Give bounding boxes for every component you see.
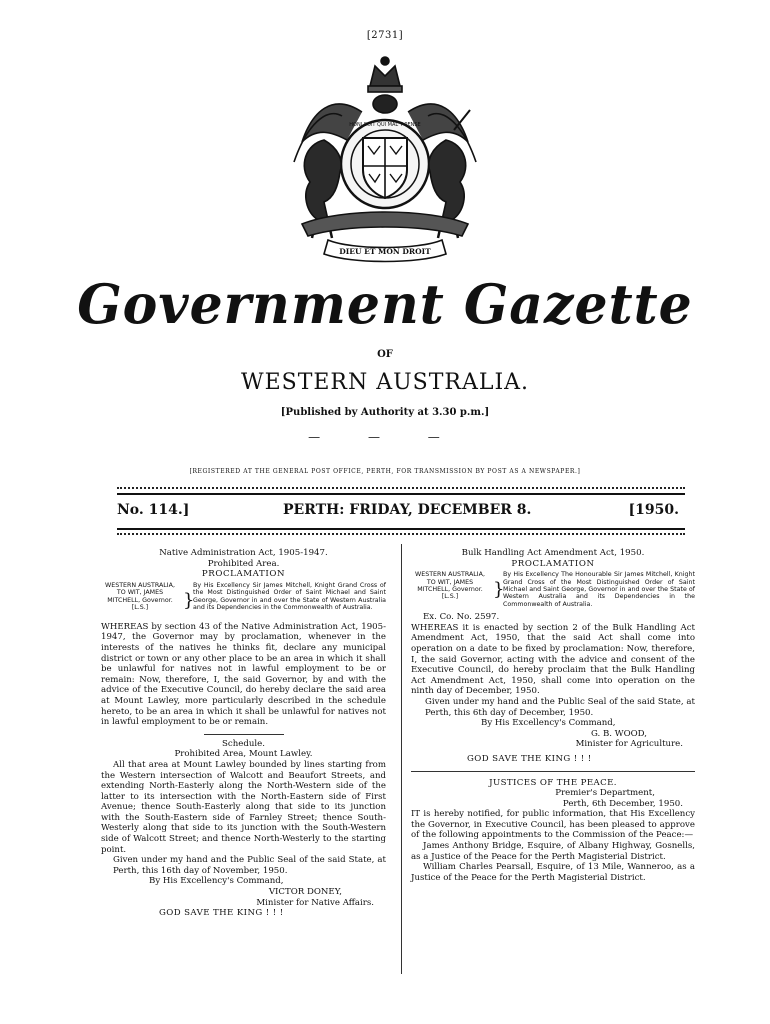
justices-heading: JUSTICES OF THE PEACE. [489,777,617,788]
native-act-subtitle: Prohibited Area. [207,558,280,569]
bulk-proclamation-heading: PROCLAMATION [511,558,595,569]
premiers-department: Premier's Department, [555,788,655,799]
ex-co-number: Ex. Co. No. 2597. [423,612,500,623]
native-short-rule [204,734,284,735]
native-signatory-title: Minister for Native Affairs. [256,897,374,908]
native-signatory: VICTOR DONEY, [268,887,342,898]
schedule-subheading: Prohibited Area, Mount Lawley. [174,749,313,760]
bulk-proclamation-governor: By His Excellency The Honourable Sir James Mitchell, Knight Grand Cross of the Most Distinguished Order of Saint Michael and Saint George, Governor in and over the State of Western Australia and its Dependencies in the Commonwealth of Australia. [503,571,695,608]
royal-coat-of-arms-emblem [272,52,498,264]
bulk-proclamation-authority: WESTERN AUSTRALIA, TO WIT, JAMES MITCHELL, Governor. [L.S.] [415,571,485,601]
gazette-title: Government Gazette [77,272,693,337]
registration-note: [REGISTERED AT THE GENERAL POST OFFICE, PERTH, FOR TRANSMISSION BY POST AS A NEWSPAPER.] [189,468,581,475]
issue-number: No. 114.] [117,502,190,518]
bulk-whereas-paragraph: WHEREAS it is enacted by section 2 of the Bulk Handling Act Amendment Act, 1950, that the said Act shall come into operation on a date to be fixed by proclamation: Now, therefore, I, the said Governor, acting with the advice and consent of the Executive Council, do hereby proclaim that the Bulk Handling Act Amendment Act, 1950, shall come into operation on the ninth day of December, 1950. [411,622,695,697]
bulk-signatory: G. B. WOOD, [590,728,647,739]
top-dotted-rule [117,487,685,489]
column-divider [401,544,402,974]
published-note: [Published by Authority at 3.30 p.m.] [280,407,490,418]
native-whereas-paragraph: WHEREAS by section 43 of the Native Administration Act, 1905-1947, the Governor may by proclamation, whenever in the interests of the natives he thinks fit, declare any municipal district or town or any other place to be an area in which it shall be unlawful for natives not in lawful employment to be or remain: Now, therefore, I, the said Governor, by and with the advice of the Executive Council, do hereby declare the said area at Mount Lawley, more particularly described in the schedule hereto, to be an area in which it shall be unlawful for natives not in lawful employment to be or remain. [101,621,386,728]
native-given-paragraph: Given under my hand and the Public Seal of the said State, at Perth, this 16th day of November, 1950. [113,855,386,876]
page-number: [2731] [366,30,404,41]
dash-separator: — — — [308,430,462,444]
left-column [101,548,386,919]
appointment-bridge: James Anthony Bridge, Esquire, of Albany Highway, Gosnells, as a Justice of the Peace for the Perth Magisterial District. [411,841,695,862]
top-solid-rule [117,493,685,495]
native-command-line: By His Excellency's Command, [149,876,284,887]
issue-year: [1950. [628,502,679,518]
native-act-title: Native Administration Act, 1905-1947. [159,548,328,558]
native-proclamation-heading: PROCLAMATION [201,569,286,580]
native-proclamation-block: WESTERN AUSTRALIA, TO WIT, JAMES MITCHELL, Governor. [L.S.] } By His Excellency Sir James Mitchell, Knight Grand Cross of the Most Distinguished Order of Saint Michael and Saint George, Governor in and over the State of Western Australia and its Dependencies in the Commonwealth of Australia. [101,582,386,620]
bulk-god-save: GOD SAVE THE KING ! ! ! [467,753,592,764]
crest-garter-text: HONI SOIT QUI MAL Y PENSE [349,122,421,128]
of-label: OF [377,349,393,360]
justices-notice: IT is hereby notified, for public information, that His Excellency the Governor, in Executive Council, has been pleased to approve of the following appointments to the Commission of the Peace:— [411,809,695,841]
bulk-given-paragraph: Given under my hand and the Public Seal of the said State, at Perth, this 6th day of December, 1950. [425,696,695,718]
bulk-command-line: By His Excellency's Command, [481,718,616,729]
appointment-pearsall: William Charles Pearsall, Esquire, of 13 Mile, Wanneroo, as a Justice of the Peace for the Perth Magisterial District. [411,862,695,883]
right-column [411,548,695,883]
section-separator [411,771,695,772]
crest-motto: DIEU ET MON DROIT [339,247,431,256]
bulk-act-title: Bulk Handling Act Amendment Act, 1950. [461,548,645,558]
state-title: WESTERN AUSTRALIA. [240,370,530,395]
issue-line [117,502,685,522]
native-proclamation-governor: By His Excellency Sir James Mitchell, Knight Grand Cross of the Most Distinguished Order of Saint Michael and Saint George, Governor in and over the State of Western Australia and its Dependencies in the Commonwealth of Australia. [193,581,386,611]
bottom-solid-rule [117,528,685,530]
bottom-dotted-rule [117,533,685,535]
bulk-signatory-title: Minister for Agriculture. [575,739,683,750]
premiers-department-date: Perth, 6th December, 1950. [562,798,683,809]
native-god-save: GOD SAVE THE KING ! ! ! [159,908,284,919]
schedule-text: All that area at Mount Lawley bounded by lines starting from the Western intersection of Walcott and Beaufort Streets, and extending North-Easterly along the North-Western side of the latter to its intersection with the North-Eastern side of First Avenue; thence South-Easterly along that side to its junction with the South-Eastern side of Farnley Street; thence South-Westerly along that side to its junction with the South-Western side of Walcott Street; and thence North-Westerly to the starting point. [101,759,386,855]
issue-place-date: PERTH: FRIDAY, DECEMBER 8. [283,502,532,518]
native-proclamation-authority: WESTERN AUSTRALIA, TO WIT, JAMES MITCHELL, Governor. [L.S.] [105,581,175,611]
bulk-proclamation-block: WESTERN AUSTRALIA, TO WIT, JAMES MITCHELL, Governor. [L.S.] } By His Excellency The Honourable Sir James Mitchell, Knight Grand Cross of the Most Distinguished Order of Saint Michael and Saint George, Governor in and over the State of Western Australia and its Dependencies in the Commonwealth of Australia. [411,571,695,609]
schedule-heading: Schedule. [222,738,265,749]
